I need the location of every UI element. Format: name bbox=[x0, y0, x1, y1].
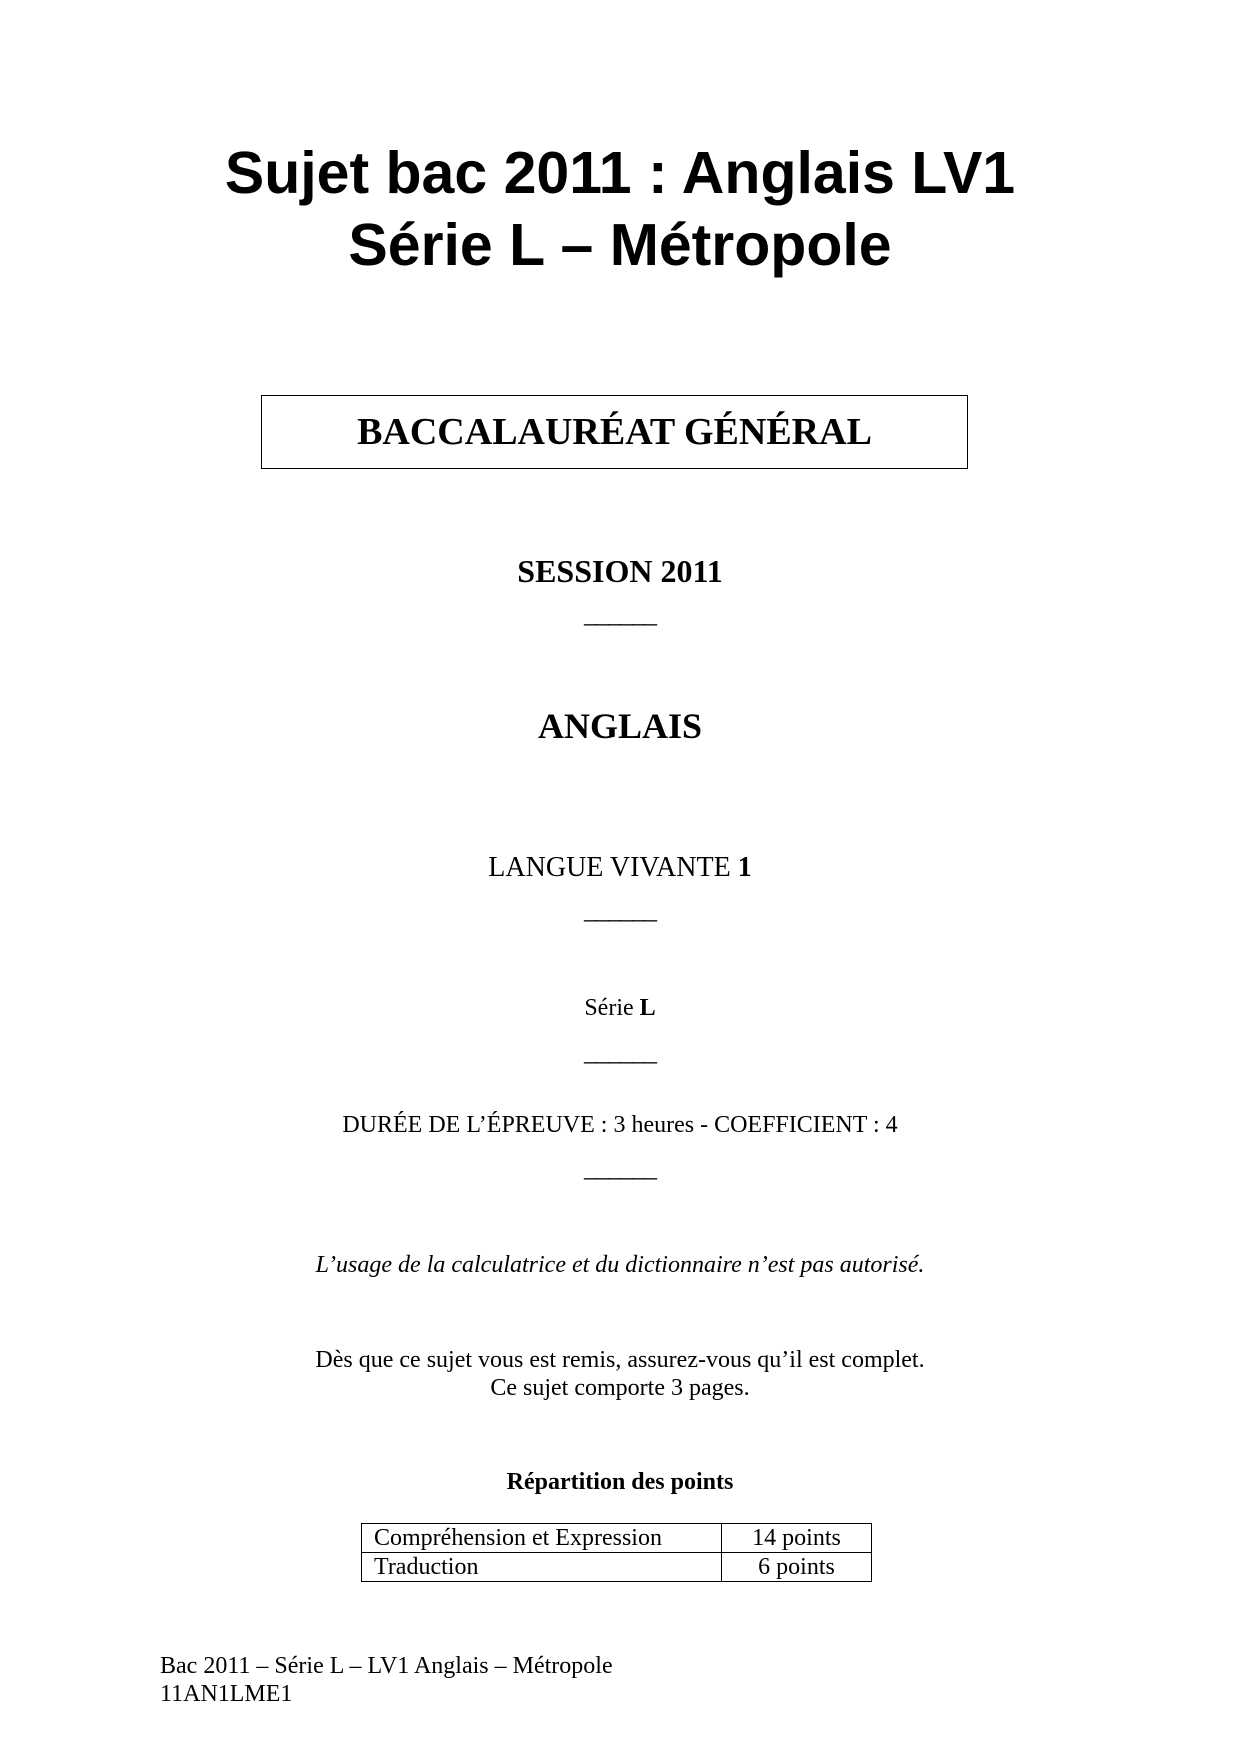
separator-1: ______ bbox=[584, 599, 656, 628]
session-label: SESSION 2011 bbox=[517, 553, 723, 589]
separator-2: ______ bbox=[584, 895, 656, 924]
langue-number: 1 bbox=[737, 852, 752, 883]
footer-line-2: 11AN1LME1 bbox=[160, 1681, 293, 1707]
points-value: 6 points bbox=[722, 1553, 872, 1582]
page-title-line-1: Sujet bac 2011 : Anglais LV1 bbox=[224, 140, 1016, 206]
serie-letter: L bbox=[639, 995, 656, 1021]
points-label: Traduction bbox=[362, 1553, 722, 1582]
instruction-line-1: Dès que ce sujet vous est remis, assurez-vous qu’il est complet. bbox=[315, 1347, 925, 1373]
page-title-line-2: Série L – Métropole bbox=[348, 212, 892, 278]
footer-line-1: Bac 2011 – Série L – LV1 Anglais – Métropole bbox=[160, 1653, 613, 1679]
points-title: Répartition des points bbox=[506, 1469, 734, 1495]
langue-text: LANGUE VIVANTE bbox=[488, 852, 738, 883]
points-label: Compréhension et Expression bbox=[362, 1524, 722, 1553]
instruction-line-2: Ce sujet comporte 3 pages. bbox=[490, 1375, 750, 1401]
duree-coefficient: DURÉE DE L’ÉPREUVE : 3 heures - COEFFICIENT : 4 bbox=[342, 1112, 898, 1138]
table-row bbox=[362, 1553, 872, 1582]
points-value: 14 points bbox=[722, 1524, 872, 1553]
calculator-notice: L’usage de la calculatrice et du dictionnaire n’est pas autorisé. bbox=[315, 1252, 925, 1278]
serie-text: Série bbox=[584, 995, 640, 1021]
subject-heading: ANGLAIS bbox=[537, 706, 703, 746]
table-row bbox=[362, 1524, 872, 1553]
langue-vivante bbox=[0, 850, 1240, 886]
serie-line bbox=[0, 993, 1240, 1023]
header-box: BACCALAURÉAT GÉNÉRAL bbox=[261, 395, 968, 469]
separator-4: ______ bbox=[584, 1153, 656, 1182]
points-table bbox=[361, 1523, 872, 1582]
separator-3: ______ bbox=[584, 1037, 656, 1066]
